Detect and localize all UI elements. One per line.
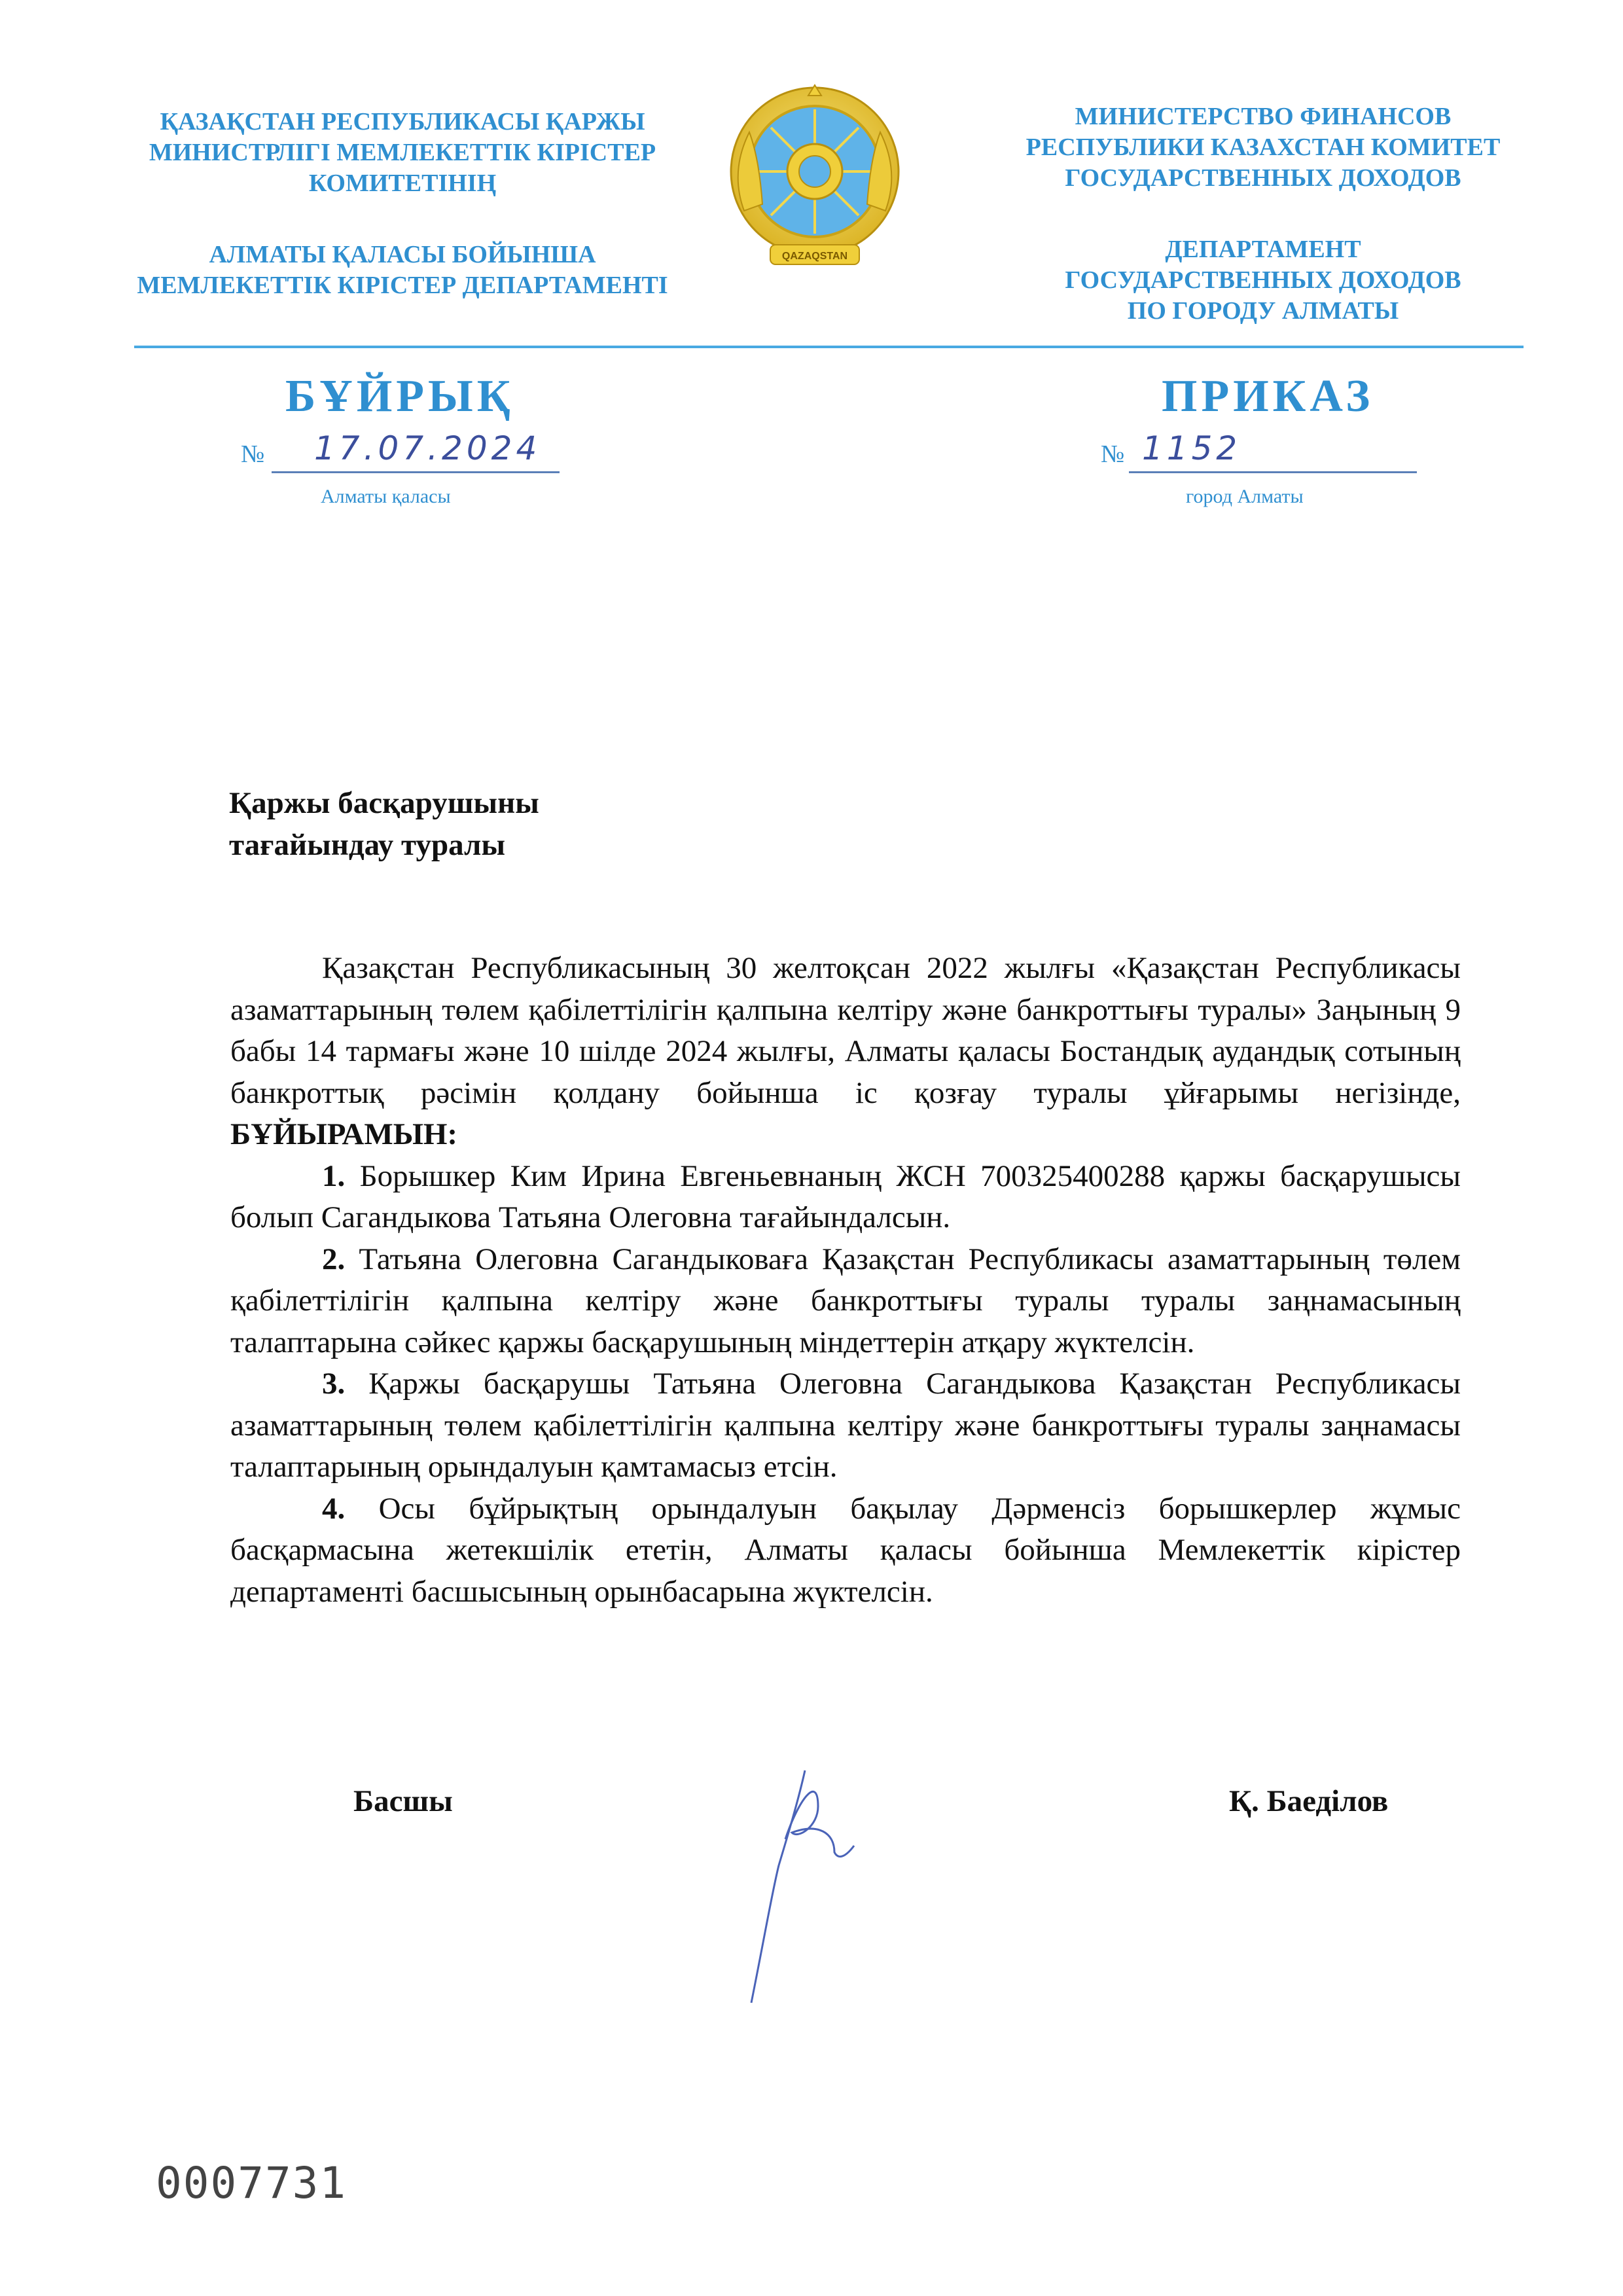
header-left-line: МИНИСТРЛІГІ МЕМЛЕКЕТТІК КІРІСТЕР bbox=[149, 139, 656, 166]
order-item bbox=[230, 1488, 1461, 1613]
city-ru: город Алматы bbox=[1186, 486, 1304, 507]
header-right-gap bbox=[975, 194, 1551, 234]
signatory-name: Қ. Баеділов bbox=[1229, 1784, 1389, 1818]
item-text: Осы бұйрықтың орындалуын бақылау Дәрменсіз борышкерлер жұмыс басқармасына жетекшілік ететін, Алматы қаласы бойынша Мемлекеттік кірістер департаменті басшысының орынбасарына жүктелсін. bbox=[230, 1491, 1461, 1609]
item-number: 4. bbox=[322, 1491, 346, 1526]
number-sign-left: № bbox=[241, 440, 265, 468]
doc-type-ru: ПРИКАЗ bbox=[1162, 371, 1374, 422]
header-left-line: ҚАЗАҚСТАН РЕСПУБЛИКАСЫ ҚАРЖЫ bbox=[160, 108, 645, 135]
header-left-line: МЕМЛЕКЕТТІК КІРІСТЕР ДЕПАРТАМЕНТІ bbox=[137, 272, 668, 299]
city-kz: Алматы қаласы bbox=[321, 486, 451, 507]
item-number: 3. bbox=[322, 1367, 346, 1401]
header-right-line: МИНИСТЕРСТВО ФИНАНСОВ bbox=[1075, 103, 1452, 130]
header-left-line: АЛМАТЫ ҚАЛАСЫ БОЙЫНША bbox=[209, 241, 596, 268]
order-item bbox=[230, 1156, 1461, 1239]
item-text: Борышкер Ким Ирина Евгеньевнаның ЖСН 700325400288 қаржы басқарушысы болып Сагандыкова Татьяна Олеговна тағайындалсын. bbox=[230, 1158, 1461, 1234]
subject-line: Қаржы басқарушыны bbox=[229, 786, 539, 820]
date-underline bbox=[272, 471, 560, 473]
header-right-line: ДЕПАРТАМЕНТ bbox=[1165, 236, 1361, 263]
header-right-line: ПО ГОРОДУ АЛМАТЫ bbox=[1127, 297, 1399, 325]
state-emblem-icon bbox=[723, 73, 906, 296]
item-text: Қаржы басқарушы Татьяна Олеговна Сагандыкова Қазақстан Республикасы азаматтарының төлем қабілеттілігін қалпына келтіру және банкроттығы туралы заңнамасы талаптарының орындалуын қамтамасыз етсін. bbox=[230, 1367, 1461, 1484]
header-right-ru bbox=[975, 101, 1551, 327]
order-body bbox=[230, 948, 1461, 1613]
order-item bbox=[230, 1239, 1461, 1364]
order-item bbox=[230, 1363, 1461, 1488]
item-number: 2. bbox=[322, 1242, 346, 1276]
subject-line: тағайындау туралы bbox=[229, 828, 506, 862]
header-right-line: ГОСУДАРСТВЕННЫХ ДОХОДОВ bbox=[1065, 266, 1461, 294]
doc-type-kz: БҰЙРЫҚ bbox=[285, 371, 514, 422]
header-left-gap bbox=[118, 199, 687, 240]
header-right-line: РЕСПУБЛИКИ КАЗАХСТАН КОМИТЕТ bbox=[1026, 134, 1501, 161]
emblem-text: QAZAQSTAN bbox=[781, 251, 848, 262]
order-word: БҰЙЫРАМЫН: bbox=[230, 1117, 458, 1151]
subject-heading bbox=[229, 782, 539, 866]
header-right-line: ГОСУДАРСТВЕННЫХ ДОХОДОВ bbox=[1065, 164, 1461, 192]
preamble-text: Қазақстан Республикасының 30 желтоқсан 2022 жылғы «Қазақстан Республикасы азаматтарының төлем қабілеттілігін қалпына келтіру және банкроттығы туралы» Заңының 9 бабы 14 тармағы және 10 шілде 2024 жылғы, Алматы қаласы Бостандық аудандық сотының банкроттық рәсімін қолдану бойынша іс қозғау туралы ұйғарымы негізінде, bbox=[230, 951, 1461, 1110]
handwritten-order-number: 1152 bbox=[1142, 429, 1241, 467]
header-divider bbox=[134, 346, 1524, 348]
header-left-kz bbox=[118, 107, 687, 301]
header-left-line: КОМИТЕТІНІҢ bbox=[308, 170, 497, 197]
signatory-role: Басшы bbox=[353, 1784, 453, 1818]
item-number: 1. bbox=[322, 1158, 346, 1193]
number-underline bbox=[1129, 471, 1417, 473]
handwritten-signature-icon bbox=[720, 1761, 890, 2009]
handwritten-date: 17.07.2024 bbox=[314, 429, 541, 467]
preamble-paragraph bbox=[230, 948, 1461, 1156]
serial-number: 0007731 bbox=[156, 2158, 348, 2208]
number-sign-right: № bbox=[1101, 440, 1125, 468]
item-text: Татьяна Олеговна Сагандыковаға Қазақстан Республикасы азаматтарының төлем қабілеттілігін қалпына келтіру және банкроттығы туралы туралы заңнамасының талаптарына сәйкес қаржы басқарушының міндеттерін атқару жүктелсін. bbox=[230, 1242, 1461, 1359]
